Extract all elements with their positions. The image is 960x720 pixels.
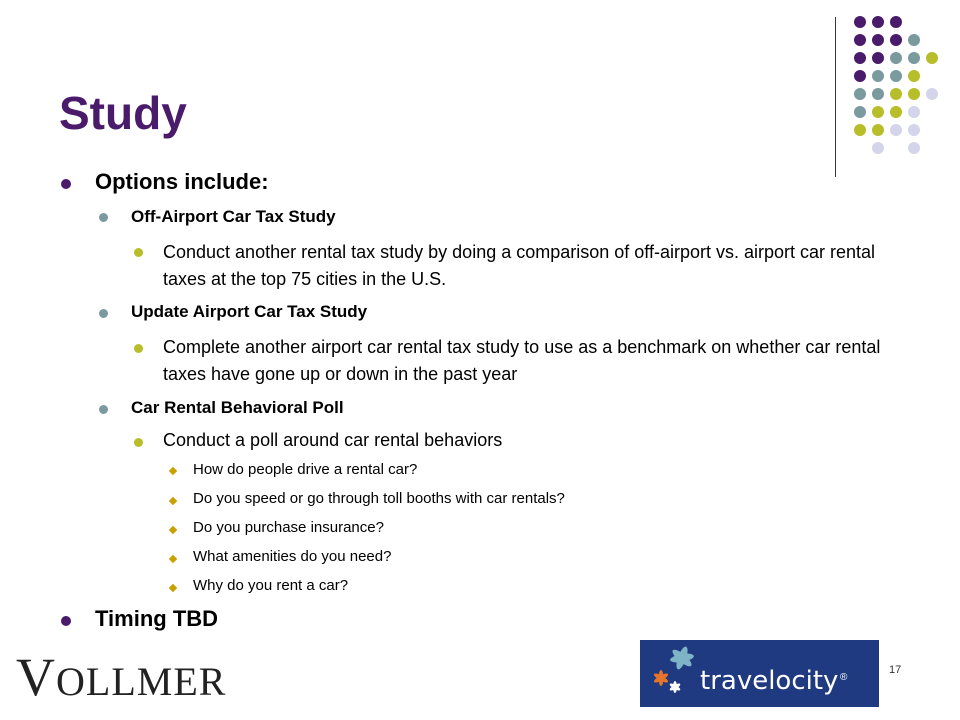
decorative-dot	[854, 124, 866, 136]
vollmer-logo-initial: V	[16, 647, 56, 707]
decorative-dot	[926, 88, 938, 100]
decorative-dot	[908, 52, 920, 64]
bullet-update-airport-detail: Complete another airport car rental tax study to use as a benchmark on whether car rental taxes have gone up or down in the past year	[163, 337, 881, 384]
bullet-timing: Timing TBD	[95, 606, 219, 631]
bullet-off-airport-detail: Conduct another rental tax study by doing a comparison of off-airport vs. airport car rental taxes at the top 75 cities in the U.S.	[163, 242, 876, 289]
travelocity-logo	[640, 640, 879, 707]
decorative-dot	[872, 142, 884, 154]
bullet-marker	[134, 438, 143, 447]
decorative-dot-grid	[854, 16, 944, 156]
slide-title: Study	[59, 87, 187, 139]
decorative-dot	[872, 52, 884, 64]
decorative-dot	[908, 124, 920, 136]
decorative-dot	[872, 70, 884, 82]
decorative-dot	[890, 16, 902, 28]
bullet-marker	[99, 309, 108, 318]
bullet-poll-question: Do you speed or go through toll booths with car rentals?	[193, 490, 565, 507]
bullet-marker	[169, 584, 177, 592]
decorative-dot	[872, 16, 884, 28]
registered-mark: ®	[840, 672, 848, 683]
bullet-poll-question: Why do you rent a car?	[193, 577, 349, 594]
bullet-marker	[169, 497, 177, 505]
decorative-dot	[890, 70, 902, 82]
bullet-marker	[61, 616, 71, 626]
decorative-dot	[872, 124, 884, 136]
decorative-dot	[854, 52, 866, 64]
bullet-marker	[169, 526, 177, 534]
decorative-dot	[890, 124, 902, 136]
decorative-dot	[854, 106, 866, 118]
bullet-behavioral-poll: Car Rental Behavioral Poll	[131, 398, 344, 417]
bullet-poll-question: How do people drive a rental car?	[193, 461, 418, 478]
bullet-marker	[169, 555, 177, 563]
decorative-dot	[890, 34, 902, 46]
decorative-dot	[872, 106, 884, 118]
bullet-marker	[61, 179, 71, 189]
bullet-poll-question: Do you purchase insurance?	[193, 519, 384, 536]
decorative-vertical-line	[835, 17, 836, 177]
travelocity-star-icon	[648, 644, 703, 702]
page-number: 17	[889, 664, 902, 676]
decorative-dot	[872, 88, 884, 100]
decorative-dot	[908, 88, 920, 100]
decorative-dot	[890, 106, 902, 118]
bullet-off-airport-study: Off-Airport Car Tax Study	[131, 207, 336, 226]
vollmer-logo-rest: OLLMER	[56, 659, 227, 704]
decorative-dot	[854, 34, 866, 46]
bullet-options-include: Options include:	[95, 169, 269, 194]
bullet-poll-question: What amenities do you need?	[193, 548, 392, 565]
decorative-dot	[908, 142, 920, 154]
decorative-dot	[854, 16, 866, 28]
travelocity-wordmark: travelocity	[700, 666, 839, 696]
bullet-update-airport-study: Update Airport Car Tax Study	[131, 302, 368, 321]
decorative-dot	[908, 70, 920, 82]
bullet-marker	[99, 213, 108, 222]
decorative-dot	[908, 34, 920, 46]
decorative-dot	[890, 88, 902, 100]
decorative-dot	[854, 70, 866, 82]
bullet-marker	[169, 467, 177, 475]
decorative-dot	[926, 52, 938, 64]
bullet-poll-detail: Conduct a poll around car rental behaviors	[163, 430, 503, 450]
decorative-dot	[872, 34, 884, 46]
decorative-dot	[908, 106, 920, 118]
bullet-marker	[99, 405, 108, 414]
bullet-marker	[134, 344, 143, 353]
decorative-dot	[890, 52, 902, 64]
vollmer-logo	[16, 647, 227, 707]
decorative-dot	[854, 88, 866, 100]
bullet-marker	[134, 248, 143, 257]
